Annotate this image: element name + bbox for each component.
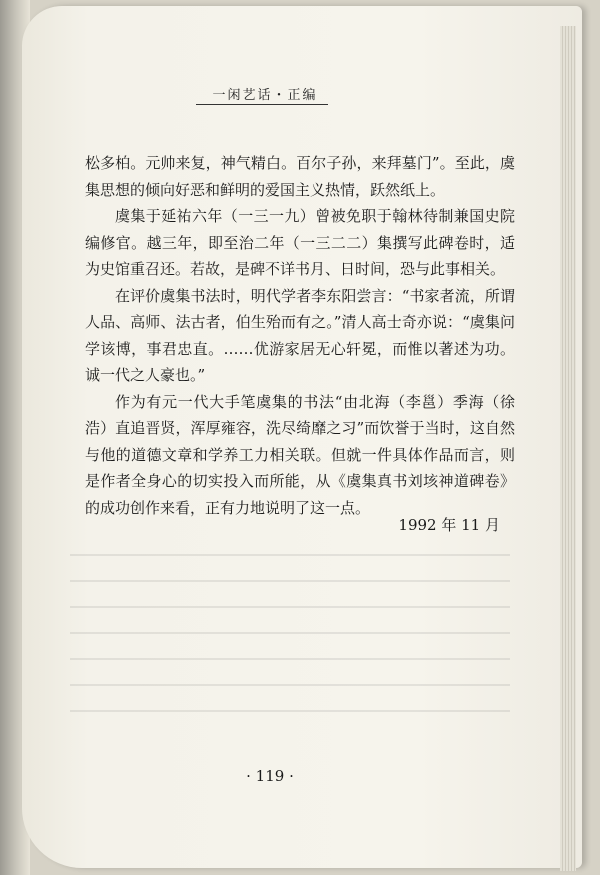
show-through-text xyxy=(70,540,510,730)
header-rule xyxy=(196,104,328,105)
paragraph-2: 虞集于延祐六年（一三一九）曾被免职于翰林待制兼国史院编修官。越三年，即至治二年（一三二二）集撰写此碑卷时，适为史馆重召还。若故，是碑不详书月、日时间，恐与此事相关。 xyxy=(85,207,515,278)
paragraph-4: 作为有元一代大手笔虞集的书法“由北海（李邕）季海（徐浩）直追晋贤，浑厚雍容，洗尽绮靡之习”而饮誉于当时，这自然与他的道德文章和学养工力相关联。但就一件具体作品而言，则是作者全身心的切实投入而所能，从《虞集真书刘垓神道碑卷》的成功创作来看，正有力地说明了这一点。 xyxy=(85,392,515,517)
paragraph-1: 松多柏。元帅来复，神气精白。百尔子孙，来拜墓门”。至此，虞集思想的倾向好恶和鲜明的爱国主义热情，跃然纸上。 xyxy=(85,154,515,199)
date-signature: 1992 年 11 月 xyxy=(398,516,500,534)
body-text xyxy=(85,150,515,521)
page-edges xyxy=(560,26,576,871)
page-number: · 119 · xyxy=(246,767,294,785)
running-header: 一闲艺话・正编 xyxy=(212,88,318,103)
paragraph-3: 在评价虞集书法时，明代学者李东阳尝言：“书家者流，所谓人品、高师、法古者，伯生殆而有之。”清人高士奇亦说：“虞集问学该博，事君忠直。……优游家居无心轩冕，而惟以著述为功。诚一代之人豪也。” xyxy=(85,286,515,384)
